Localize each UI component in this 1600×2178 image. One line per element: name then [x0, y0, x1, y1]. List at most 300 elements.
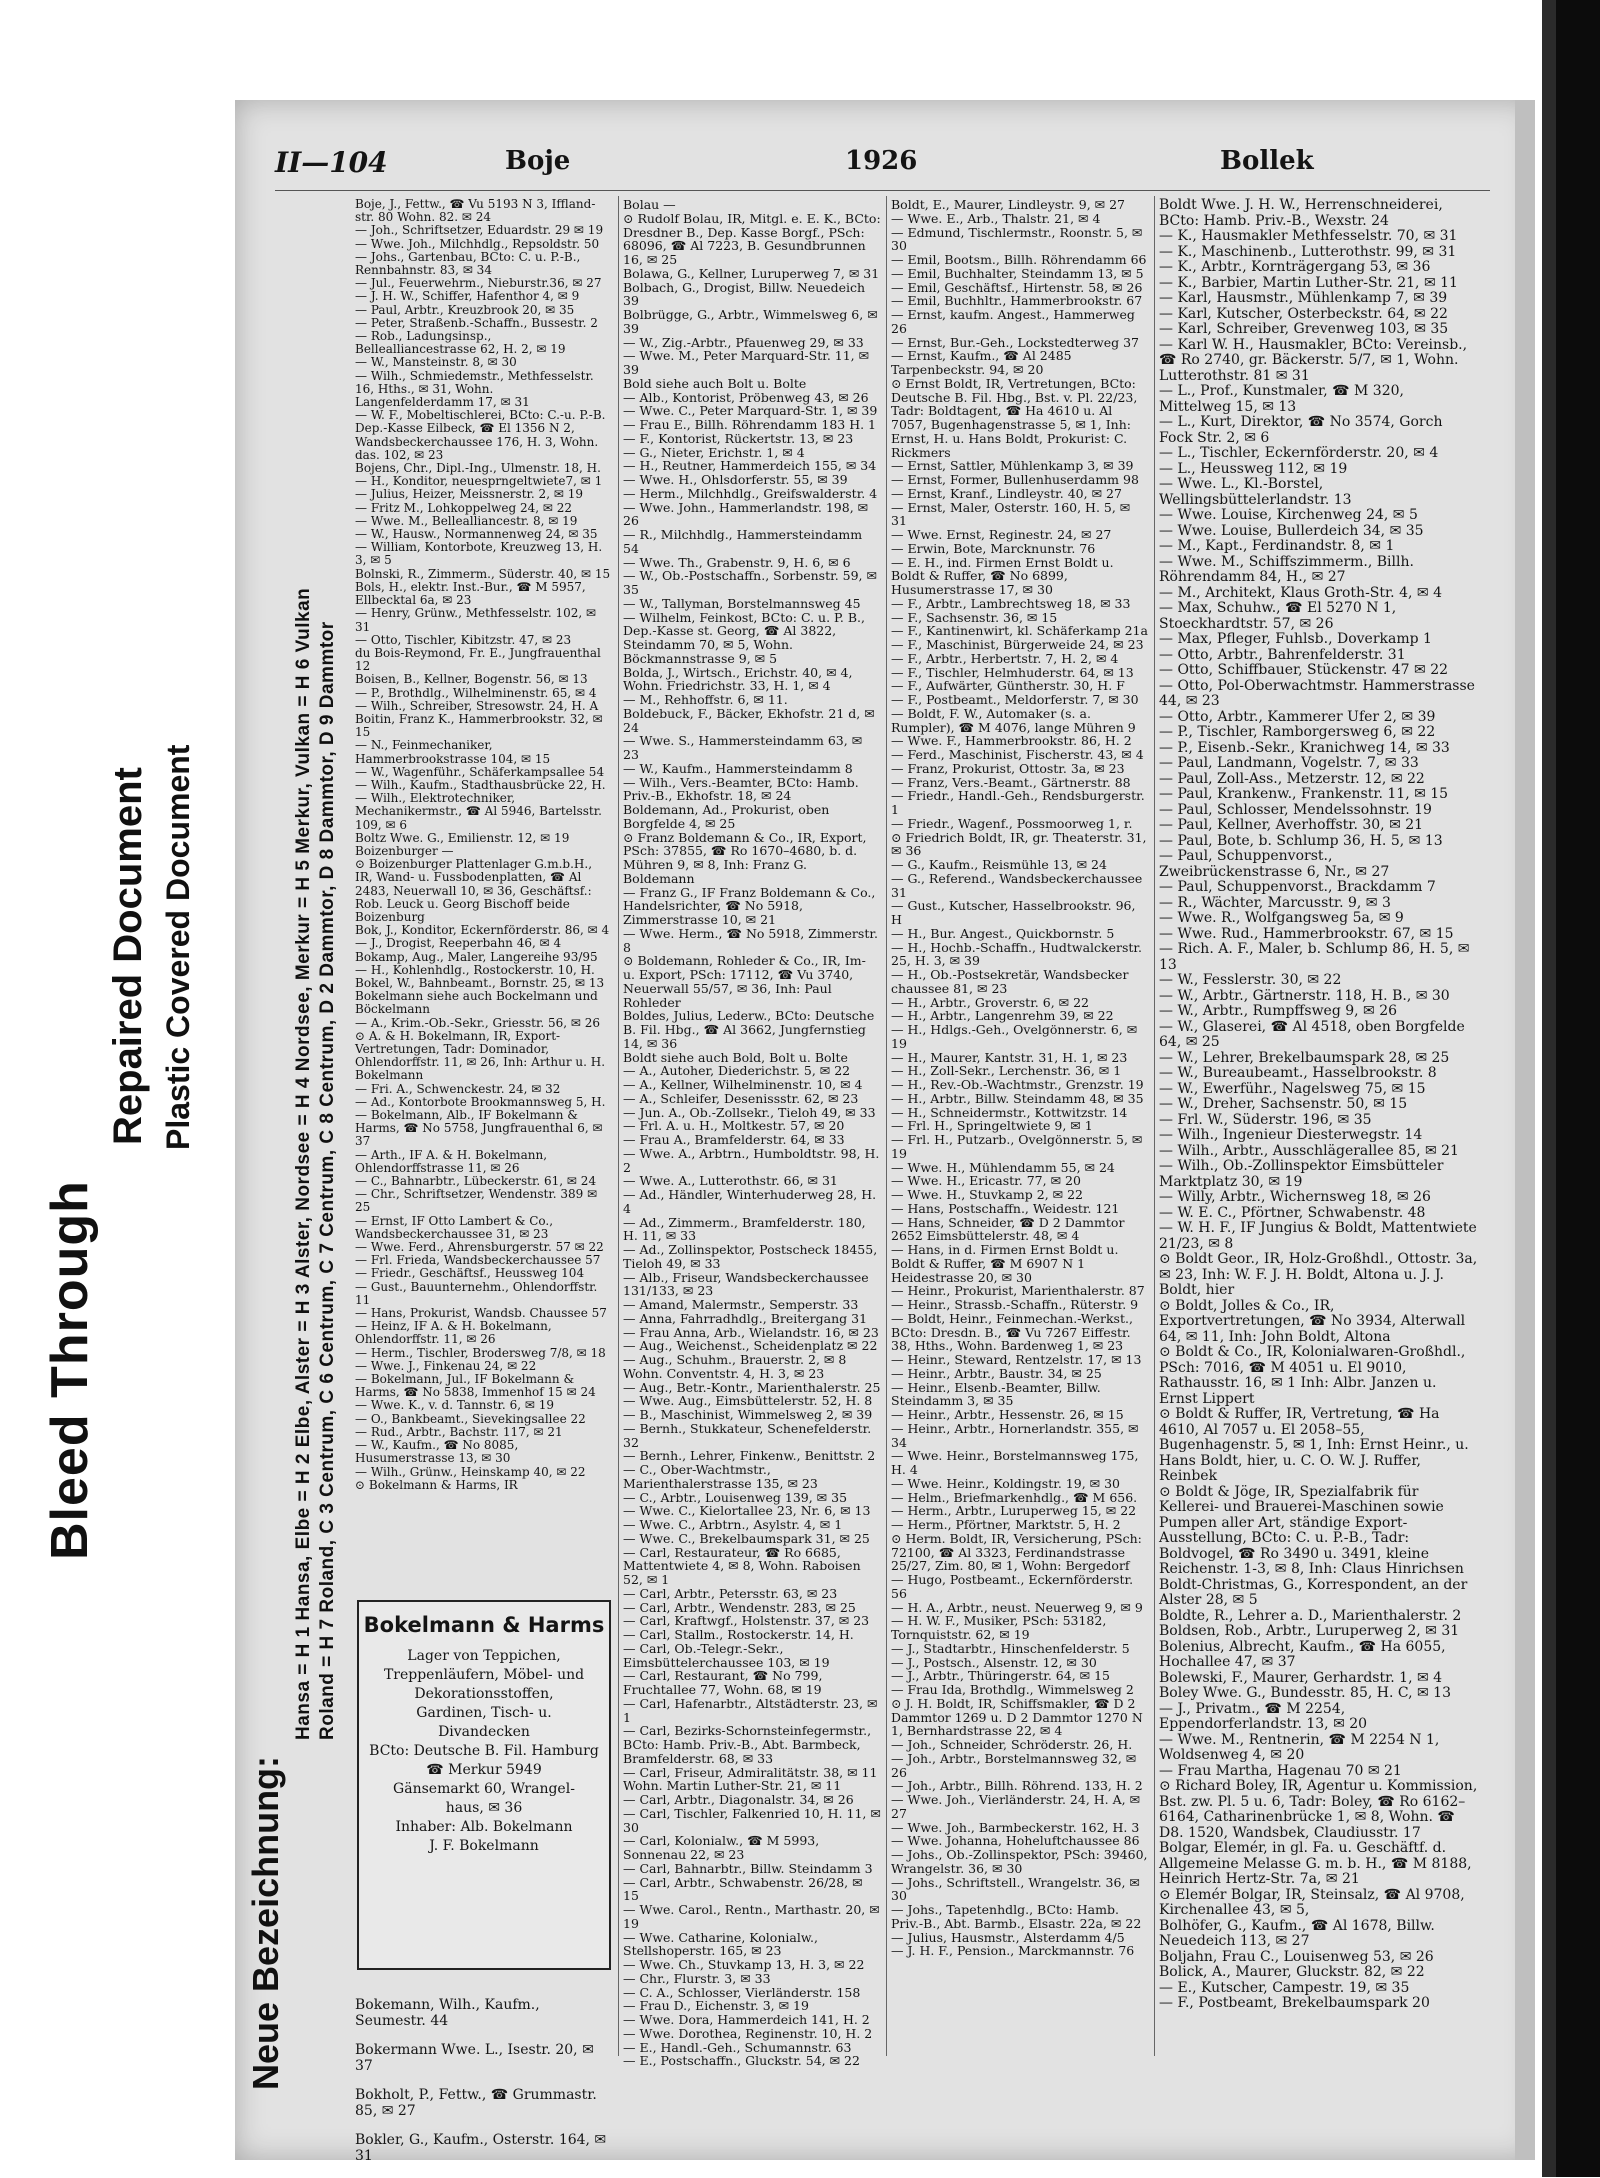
directory-entry: — Boldt, Heinr., Feinmechan.-Werkst., BCto: Dresdn. B., ☎ Vu 7267 Eiffestr. 38, Hths., Wohn. Bardenweg 1, ✉ 23 — [891, 1310, 1133, 1354]
directory-entry: — K., Arbtr., Kornträgergang 53, ✉ 36 — [1159, 259, 1431, 275]
directory-entry: Bokamp, Aug., Maler, Langereihe 93/95 — [355, 949, 598, 964]
directory-entry: — Ernst, Former, Bullenhuserdamm 98 — [891, 472, 1139, 487]
ad-line: J. F. Bokelmann — [429, 1838, 539, 1854]
directory-entry: — Bernh., Lehrer, Finkenw., Benittstr. 2 — [623, 1448, 876, 1464]
column-3 — [891, 198, 1149, 1958]
directory-entry: — Boldt, F. W., Automaker (s. a. Rumpler), ☎ M 4076, lange Mühren 9 — [891, 705, 1136, 735]
directory-entry: — W., Dreher, Sachsenstr. 50, ✉ 15 — [1159, 1096, 1408, 1112]
directory-entry: — Wilh., Schmiedemstr., Methfesselstr. 16, Hths., ✉ 31, Wohn. Langenfelderdamm 17, ✉ 31 — [355, 368, 594, 410]
directory-entry: — Peter, Straßenb.-Schaffn., Bussestr. 2 — [355, 315, 598, 330]
directory-entry: — Bokelmann, Alb., IF Bokelmann & Harms, ☎ No 5758, Jungfrauenthal 6, ✉ 37 — [355, 1108, 603, 1149]
directory-entry: — Frl. Frieda, Wandsbeckerchaussee 57 — [355, 1253, 601, 1268]
directory-entry: — W., Mansteinstr. 8, ✉ 30 — [355, 355, 517, 370]
directory-entry: — C., Ober-Wachtmstr., Marienthalerstrasse 135, ✉ 23 — [623, 1462, 818, 1491]
directory-entry: — L., Heussweg 112, ✉ 19 — [1159, 460, 1348, 477]
directory-entry: — Wilh., Arbtr., Ausschlägerallee 85, ✉ 21 — [1159, 1142, 1459, 1159]
header-last-word: Bollek — [1220, 146, 1314, 176]
directory-entry: — Wilh., Kaufm., Stadthausbrücke 22, H. — [355, 777, 606, 792]
directory-entry: — Ernst, kaufm. Angest., Hammerweg 26 — [891, 307, 1135, 336]
directory-entry: — Emil, Buchhltr., Hammerbrookstr. 67 — [891, 293, 1143, 309]
directory-entry: Boldt siehe auch Bold, Bolt u. Bolte — [623, 1049, 848, 1065]
directory-entry: — F., Kontorist, Rückertstr. 13, ✉ 23 — [623, 430, 854, 446]
directory-entry: — Aug., Weichenst., Scheidenplatz ✉ 22 — [623, 1338, 878, 1354]
directory-entry: — Wwe. Heinr., Koldingstr. 19, ✉ 30 — [891, 1475, 1121, 1491]
directory-entry: — Fri. A., Schwenckestr. 24, ✉ 32 — [355, 1081, 561, 1096]
directory-entry: Bolgar, Elemér, in gl. Fa. u. Geschäftf. d. Allgemeine Melasse G. m. b. H., ☎ M 8188, Heinrich Hertz-Str. 7a, ✉ 21 — [1159, 1840, 1472, 1887]
directory-entry: — Hans, Postschaffn., Weidestr. 121 — [891, 1200, 1120, 1216]
directory-entry: — Wwe. E., Arb., Thalstr. 21, ✉ 4 — [891, 210, 1101, 226]
directory-entry: — H. A., Arbtr., neust. Neuerweg 9, ✉ 9 — [891, 1599, 1143, 1615]
directory-entry: ⊙ Boldemann, Rohleder & Co., IR, Im- u. Export, PSch: 17112, ☎ Vu 3740, Neuerwall 55/57, ✉ 36, Inh: Paul Rohleder — [623, 953, 866, 1010]
page-edge — [1515, 100, 1535, 2160]
directory-entry: — J., Drogist, Reeperbahn 46, ✉ 4 — [355, 936, 562, 951]
scan-right-border — [1556, 0, 1600, 2177]
directory-entry: — J., Postsch., Alsenstr. 12, ✉ 30 — [891, 1654, 1097, 1670]
directory-entry: Bolbrügge, G., Arbtr., Wimmelsweg 6, ✉ 39 — [623, 307, 878, 336]
directory-entry: — H., Arbtr., Langenrehm 39, ✉ 22 — [891, 1008, 1114, 1024]
directory-entry: — Paul, Schuppenvorst., Brackdamm 7 — [1159, 879, 1436, 895]
directory-entry: — W., Bureaubeamt., Hasselbrookstr. 8 — [1159, 1065, 1437, 1081]
directory-entry: — H., Zoll-Sekr., Lerchenstr. 36, ✉ 1 — [891, 1063, 1122, 1079]
directory-entry: — Ernst, Sattler, Mühlenkamp 3, ✉ 39 — [891, 458, 1134, 474]
directory-entry: — Edmund, Tischlermstr., Roonstr. 5, ✉ 30 — [891, 224, 1143, 254]
directory-entry: ⊙ Boldt & Ruffer, IR, Vertretung, ☎ Ha 4610, Al 7057 u. El 2058–55, Bugenhagenstr. 5, ✉ 1, Inh: Ernst Heinr., u. Hans Boldt, hier, u. C. O. W. J. Ruffer, Reinbek — [1159, 1406, 1469, 1484]
directory-entry: — Carl, Hafenarbtr., Altstädterstr. 23, ✉ 1 — [623, 1695, 878, 1725]
directory-entry: — M., Architekt, Klaus Groth-Str. 4, ✉ 4 — [1159, 584, 1442, 601]
directory-entry: — Alb., Kontorist, Pröbenweg 43, ✉ 26 — [623, 389, 869, 405]
directory-entry: — W. E. C., Pförtner, Schwabenstr. 48 — [1159, 1204, 1426, 1221]
ad-line: Lager von Teppichen, — [407, 1648, 561, 1664]
directory-entry: — W., Arbtr., Rumpffsweg 9, ✉ 26 — [1159, 1003, 1398, 1019]
directory-entry: — Wilh., Vers.-Beamter, BCto: Hamb. Priv.-B., Ekhofstr. 18, ✉ 24 — [623, 774, 859, 804]
legend-line-2: Roland = H 7 Roland, C 3 Centrum, C 6 Centrum, C 7 Centrum, C 8 Centrum, D 2 Dammtor, D 8 Dammtor, D 9 Dammtor — [317, 621, 338, 1740]
directory-entry: — Rob., Ladungsinsp., Bellealliancestrasse 62, H. 2, ✉ 19 — [355, 329, 566, 357]
directory-entry: ⊙ J. H. Boldt, IR, Schiffsmakler, ☎ D 2 Dammtor 1269 u. D 2 Dammtor 1270 N 1, Bernhardstrasse 22, ✉ 4 — [891, 1695, 1143, 1739]
directory-entry: — Wwe. H., Ericastr. 77, ✉ 20 — [891, 1173, 1081, 1189]
directory-entry: — Frl. H., Putzarb., Ovelgönnerstr. 5, ✉ 19 — [891, 1132, 1143, 1161]
directory-entry: — Paul, Kellner, Averhoffstr. 30, ✉ 21 — [1159, 817, 1424, 833]
directory-entry: — H., Rev.-Ob.-Wachtmstr., Grenzstr. 19 — [891, 1077, 1144, 1092]
directory-entry: Boldt-Christmas, G., Korrespondent, an der Alster 28, ✉ 5 — [1159, 1576, 1468, 1608]
directory-entry: — Wwe. C., Brekelbaumspark 31, ✉ 25 — [623, 1530, 870, 1546]
directory-entry: — Wwe. Joh., Barmbeckerstr. 162, H. 3 — [891, 1819, 1140, 1835]
directory-entry: — Wwe. Catharine, Kolonialw., Stellshoperstr. 165, ✉ 23 — [623, 1929, 818, 1959]
directory-entry: Boitin, Franz K., Hammerbrookstr. 32, ✉ 15 — [355, 711, 603, 740]
directory-entry: — Karl, Schreiber, Grevenweg 103, ✉ 35 — [1159, 321, 1449, 337]
directory-entry: — J. H. W., Schiffer, Hafenthor 4, ✉ 9 — [355, 289, 580, 304]
directory-entry: — Wwe. S., Hammersteindamm 63, ✉ 23 — [623, 733, 863, 762]
directory-entry: — Jun. A., Ob.-Zollsekr., Tieloh 49, ✉ 33 — [623, 1104, 876, 1120]
directory-entry: — Ad., Zollinspektor, Postscheck 18455, Tieloh 49, ✉ 33 — [623, 1242, 878, 1271]
directory-entry: — P., Brothdlg., Wilhelminenstr. 65, ✉ 4 — [355, 685, 597, 700]
directory-entry: Boltz Wwe. G., Emilienstr. 12, ✉ 19 — [355, 830, 570, 845]
directory-entry: — Wwe. C., Arbtrn., Asylstr. 4, ✉ 1 — [623, 1517, 843, 1532]
directory-entry: — Otto, Pol-Oberwachtmstr. Hammerstrasse 44, ✉ 23 — [1159, 677, 1475, 709]
legend-title: Neue Bezeichnung: — [245, 1755, 286, 2090]
directory-entry: — J., Arbtr., Thüringerstr. 64, ✉ 15 — [891, 1668, 1111, 1684]
directory-entry: — Wilhelm, Feinkost, BCto: C. u. P. B., Dep.-Kasse st. Georg, ☎ Al 3822, Steindamm 70, ✉ 5, Wohn. Böckmannstrasse 9, ✉ 5 — [623, 609, 865, 666]
directory-entry: Bolhöfer, G., Kaufm., ☎ Al 1678, Billw. Neuedeich 113, ✉ 27 — [1159, 1917, 1435, 1949]
directory-entry: — Wilh., Ob.-Zollinspektor Eimsbütteler Marktplatz 30, ✉ 19 — [1159, 1158, 1444, 1190]
directory-entry: — Max, Schuhw., ☎ El 5270 N 1, Stoeckhardtstr. 57, ✉ 26 — [1159, 600, 1397, 632]
directory-entry: — W., Ewerführ., Nagelsweg 75, ✉ 15 — [1159, 1080, 1426, 1097]
directory-entry: — Otto, Tischler, Kibitzstr. 47, ✉ 23 — [355, 632, 572, 647]
directory-entry: — G., Nieter, Erichstr. 1, ✉ 4 — [623, 444, 805, 460]
directory-entry: — Wwe. K., v. d. Tannstr. 6, ✉ 19 — [355, 1398, 554, 1413]
directory-entry: — W., Kaufm., ☎ No 8085, Husumerstrasse 13, ✉ 30 — [355, 1438, 519, 1466]
directory-entry: — Paul, Bote, b. Schlump 36, H. 5, ✉ 13 — [1159, 832, 1443, 849]
directory-entry: — Wwe. Ernst, Reginestr. 24, ✉ 27 — [891, 527, 1112, 542]
directory-entry: — Wwe. H., Stuvkamp 2, ✉ 22 — [891, 1187, 1083, 1202]
directory-entry: — Ad., Händler, Winterhuderweg 28, H. 4 — [623, 1187, 877, 1216]
directory-entry: — Wwe. H., Ohlsdorferstr. 55, ✉ 39 — [623, 472, 848, 487]
directory-entry: — Wwe. Louise, Kirchenweg 24, ✉ 5 — [1159, 507, 1418, 523]
directory-entry: — A., Kellner, Wilhelminenstr. 10, ✉ 4 — [623, 1077, 863, 1092]
directory-entry: ⊙ Herm. Boldt, IR, Versicherung, PSch: 72100, ☎ Al 3323, Ferdinandstrasse 25/27, Zim. 80, ✉ 1, Wohn: Bergedorf — [891, 1530, 1142, 1574]
directory-entry: — W., Tallyman, Borstelmannsweg 45 — [623, 595, 861, 611]
directory-entry: — Erwin, Bote, Marcknunstr. 76 — [891, 540, 1096, 556]
directory-entry: — Paul, Schlosser, Mendelssohnstr. 19 — [1159, 801, 1432, 818]
directory-entry: — Rich. A. F., Maler, b. Schlump 86, H. 5, ✉ 13 — [1159, 941, 1470, 973]
directory-entry: — Wwe. C., Peter Marquard-Str. 1, ✉ 39 — [623, 403, 878, 419]
directory-entry: — Heinr., Prokurist, Marienthalerstr. 87 — [891, 1283, 1145, 1299]
directory-entry: — Hans, in d. Firmen Ernst Boldt u. Boldt & Ruffer, ☎ M 6907 N 1 Heidestrasse 20, ✉ 30 — [891, 1242, 1119, 1285]
directory-entry: — K., Barbier, Martin Luther-Str. 21, ✉ 11 — [1159, 274, 1458, 291]
directory-entry: — Alb., Friseur, Wandsbeckerchaussee 131/133, ✉ 23 — [623, 1269, 869, 1299]
directory-entry: — Herm., Pförtner, Marktstr. 5, H. 2 — [891, 1517, 1121, 1532]
directory-entry: — Amand, Malermstr., Semperstr. 33 — [623, 1297, 859, 1312]
directory-entry: — E., Kutscher, Campestr. 19, ✉ 35 — [1159, 1979, 1410, 1996]
directory-entry: — H., Maurer, Kantstr. 31, H. 1, ✉ 23 — [891, 1049, 1128, 1065]
header-year: 1926 — [845, 146, 918, 176]
ad-line: Dekorationsstoffen, — [414, 1686, 554, 1702]
directory-entry: — L., Kurt, Direktor, ☎ No 3574, Gorch Fock Str. 2, ✉ 6 — [1159, 414, 1443, 446]
directory-entry: — Johs., Gartenbau, BCto: C. u. P.-B., Rennbahnstr. 83, ✉ 34 — [355, 249, 581, 278]
directory-entry: Bolnski, R., Zimmerm., Süderstr. 40, ✉ 15 — [355, 566, 611, 581]
directory-entry: — Gust., Kutscher, Hasselbrookstr. 96, H — [891, 898, 1136, 927]
directory-entry: — W., Arbtr., Gärtnerstr. 118, H. B., ✉ 30 — [1159, 987, 1450, 1004]
scan-right-edge — [1542, 0, 1556, 2177]
directory-entry: — Heinr., Elsenb.-Beamter, Billw. Steindamm 3, ✉ 35 — [891, 1379, 1101, 1409]
directory-entry: — Carl, Restaurateur, ☎ Ro 6685, Mattentwiete 4, ✉ 8, Wohn. Raboisen 52, ✉ 1 — [623, 1544, 861, 1587]
directory-entry: — Wwe. Louise, Bullerdeich 34, ✉ 35 — [1159, 522, 1424, 539]
directory-entry: — Ferd., Maschinist, Fischerstr. 43, ✉ 4 — [891, 747, 1144, 762]
directory-entry: — Heinr., Arbtr., Hornerlandstr. 355, ✉ 34 — [891, 1420, 1139, 1450]
directory-entry: — K., Maschinenb., Lutterothstr. 99, ✉ 31 — [1159, 243, 1457, 260]
directory-entry: — Heinr., Steward, Rentzelstr. 17, ✉ 13 — [891, 1352, 1142, 1367]
directory-entry: — Ad., Kontorbote Brookmannsweg 5, H. — [355, 1094, 606, 1109]
directory-entry: — Wwe. A., Arbtrn., Humboldtstr. 98, H. 2 — [623, 1145, 880, 1175]
directory-entry: — J., Stadtarbtr., Hinschenfelderstr. 5 — [891, 1640, 1130, 1656]
directory-entry: — Ernst, Kranf., Lindleystr. 40, ✉ 27 — [891, 485, 1122, 501]
directory-entry: — Frau E., Billh. Röhrendamm 183 H. 1 — [623, 417, 876, 432]
directory-entry: — G., Kaufm., Reismühle 13, ✉ 24 — [891, 857, 1107, 872]
directory-entry: — H. W. F., Musiker, PSch: 53182, Tornquiststr. 62, ✉ 19 — [891, 1613, 1107, 1642]
directory-entry: — Frl. A. u. H., Moltkestr. 57, ✉ 20 — [623, 1118, 845, 1134]
directory-entry: — P., Eisenb.-Sekr., Kranichweg 14, ✉ 33 — [1159, 739, 1450, 756]
directory-entry: — J. H. F., Pension., Marckmannstr. 76 — [891, 1943, 1135, 1959]
directory-entry: — H., Arbtr., Groverstr. 6, ✉ 22 — [891, 994, 1090, 1010]
directory-entry: Bok, J., Konditor, Eckernförderstr. 86, ✉ 4 — [355, 923, 610, 938]
column-1 — [355, 198, 613, 1492]
directory-entry: — H., Konditor, neuesprngeltwiete7, ✉ 1 — [355, 474, 603, 489]
directory-entry: Bolda, J., Wirtsch., Erichstr. 40, ✉ 4, Wohn. Friedrichstr. 33, H. 1, ✉ 4 — [623, 664, 853, 694]
directory-entry: Bokermann Wwe. L., Isestr. 20, ✉ 37 — [355, 2042, 594, 2074]
directory-entry: — Wilh., Schreiber, Stresowstr. 24, H. A — [355, 698, 599, 713]
note-plastic-covered: Plastic Covered Document — [160, 744, 196, 1150]
directory-entry: — Jul., Feuerwehrm., Nieburstr.36, ✉ 27 — [355, 276, 602, 291]
directory-entry: ⊙ Boldt, Jolles & Co., IR, Exportvertretungen, ☎ No 3934, Alterwall 64, ✉ 11, Inh: John Boldt, Altona — [1159, 1297, 1466, 1345]
directory-page — [235, 100, 1535, 2164]
directory-entry: — Carl, Ob.-Telegr.-Sekr., Eimsbüttelerchaussee 103, ✉ 19 — [623, 1640, 830, 1670]
column-1-after-ad — [355, 1984, 613, 2178]
directory-entry: — Wilh., Elektrotechniker, Mechanikermstr., ☎ Al 5946, Bartelsstr. 109, ✉ 6 — [355, 791, 602, 832]
directory-entry: Boldemann, Ad., Prokurist, oben Borgfelde 4, ✉ 25 — [623, 802, 830, 831]
directory-entry: — Frau Anna, Arb., Wielandstr. 16, ✉ 23 — [623, 1324, 879, 1340]
directory-entry: — Aug., Betr.-Kontr., Marienthalerstr. 25 — [623, 1379, 881, 1395]
directory-entry: — Otto, Arbtr., Bahrenfelderstr. 31 — [1159, 646, 1406, 663]
directory-entry: — Franz G., IF Franz Boldemann & Co., Handelsrichter, ☎ No 5918, Zimmerstrasse 10, ✉ 21 — [623, 884, 876, 927]
directory-entry: — M., Kapt., Ferdinandstr. 8, ✉ 1 — [1159, 538, 1395, 554]
directory-entry: — Bokelmann, Jul., IF Bokelmann & Harms, ☎ No 5838, Immenhof 15 ✉ 24 — [355, 1372, 596, 1400]
directory-entry: — J., Privatm., ☎ M 2254, Eppendorferlandstr. 13, ✉ 20 — [1159, 1700, 1368, 1732]
directory-entry: — O., Bankbeamt., Sievekingsallee 22 — [355, 1411, 586, 1426]
directory-entry: Bokemann, Wilh., Kaufm., Seumestr. 44 — [355, 1997, 540, 2029]
page-number: II—104 — [275, 146, 388, 179]
directory-entry: — W. H. F., IF Jungius & Boldt, Mattentwiete 21/23, ✉ 8 — [1159, 1220, 1477, 1252]
directory-entry: — Wwe. L., Kl.-Borstel, Wellingsbüttelerlandstr. 13 — [1159, 476, 1352, 508]
directory-entry: — Wwe. Carol., Rentn., Marthastr. 20, ✉ 19 — [623, 1902, 880, 1931]
ad-line: Divandecken — [438, 1724, 530, 1740]
directory-entry: — Wwe. M., Schiffszimmerm., Billh. Röhrendamm 84, H., ✉ 27 — [1159, 553, 1414, 585]
directory-entry: — Carl, Bezirks-Schornsteinfegermstr., BCto: Hamb. Priv.-B., Abt. Barmbeck, Bramfelderstr. 68, ✉ 33 — [623, 1723, 872, 1766]
directory-entry: — C., Bahnarbtr., Lübeckerstr. 61, ✉ 24 — [355, 1174, 597, 1189]
directory-entry: — Johs., Ob.-Zollinspektor, PSch: 39460, Wrangelstr. 36, ✉ 30 — [891, 1847, 1148, 1876]
directory-entry: — Willy, Arbtr., Wichernsweg 18, ✉ 26 — [1159, 1189, 1431, 1205]
directory-entry: — Carl, Tischler, Falkenried 10, H. 11, ✉ 30 — [623, 1805, 881, 1835]
directory-entry: — Chr., Flurstr. 3, ✉ 33 — [623, 1970, 771, 1986]
ad-title: Bokelmann & Harms — [363, 1613, 605, 1637]
directory-entry: du Bois-Reymond, Fr. E., Jungfrauenthal 12 — [355, 645, 601, 674]
directory-entry: — Rud., Arbtr., Bachstr. 117, ✉ 21 — [355, 1424, 563, 1439]
directory-entry: — Wwe. Johanna, Hoheluftchaussee 86 — [891, 1833, 1140, 1849]
directory-entry: — W., Wagenführ., Schäferkampsallee 54 — [355, 764, 605, 779]
directory-entry: — Carl, Friseur, Admiralitätstr. 38, ✉ 11 Wohn. Martin Luther-Str. 21, ✉ 11 — [623, 1764, 878, 1794]
directory-entry: — Carl, Arbtr., Diagonalstr. 34, ✉ 26 — [623, 1792, 854, 1807]
directory-entry: — Ad., Zimmerm., Bramfelderstr. 180, H. 11, ✉ 33 — [623, 1214, 866, 1244]
directory-entry: ⊙ Elemér Bolgar, IR, Steinsalz, ☎ Al 9708, Kirchenallee 43, ✉ 5, — [1159, 1886, 1465, 1918]
directory-entry: Bold siehe auch Bolt u. Bolte — [623, 375, 807, 391]
directory-entry: — Herm., Tischler, Brodersweg 7/8, ✉ 18 — [355, 1345, 606, 1360]
directory-entry: — W., Ob.-Postschaffn., Sorbenstr. 59, ✉ 35 — [623, 568, 877, 597]
directory-entry: — Karl W. H., Hausmakler, BCto: Vereinsb., ☎ Ro 2740, gr. Bäckerstr. 5/7, ✉ 1, Wohn. Lutterothstr. 81 ✉ 31 — [1159, 336, 1468, 384]
note-repaired-document: Repaired Document — [106, 767, 150, 1145]
directory-entry: — Heinr., Arbtr., Baustr. 34, ✉ 25 — [891, 1365, 1102, 1381]
directory-entry: — Paul, Arbtr., Kreuzbrook 20, ✉ 35 — [355, 302, 575, 317]
directory-entry: — F., Kantinenwirt, kl. Schäferkamp 21a — [891, 623, 1148, 639]
ad-line: haus, ✉ 36 — [445, 1800, 523, 1816]
directory-entry: — F., Postbeamt., Meldorferstr. 7, ✉ 30 — [891, 692, 1139, 707]
directory-entry: — Ernst, Bur.-Geh., Lockstedterweg 37 — [891, 334, 1140, 350]
directory-entry: — H., Schneidermstr., Kottwitzstr. 14 — [891, 1104, 1128, 1120]
directory-entry: Bolewski, F., Maurer, Gerhardstr. 1, ✉ 4 — [1159, 1669, 1443, 1686]
directory-entry: — Herm., Arbtr., Luruperweg 15, ✉ 22 — [891, 1503, 1137, 1519]
directory-entry: — H., Arbtr., Billw. Steindamm 48, ✉ 35 — [891, 1090, 1144, 1106]
directory-entry: Bojens, Chr., Dipl.-Ing., Ulmenstr. 18, H. — [355, 461, 601, 476]
directory-entry: — Julius, Hausmstr., Alsterdamm 4/5 — [891, 1929, 1125, 1945]
directory-entry: — Joh., Schneider, Schröderstr. 26, H. — [891, 1737, 1133, 1752]
directory-entry: ⊙ Friedrich Boldt, IR, gr. Theaterstr. 31, ✉ 36 — [891, 829, 1147, 859]
running-header — [275, 146, 1485, 186]
directory-entry: — Max, Pfleger, Fuhlsb., Doverkamp 1 — [1159, 631, 1432, 647]
directory-entry: — Karl, Hausmstr., Mühlenkamp 7, ✉ 39 — [1159, 290, 1448, 306]
directory-entry: — Frau D., Eichenstr. 3, ✉ 19 — [623, 1998, 809, 2014]
directory-entry: — W. F., Mobeltischlerei, BCto: C.-u. P.-B. Dep.-Kasse Eilbeck, ☎ El 1356 N 2, Wandsbeckerchaussee 176, H. 3, Wohn. das. 102, ✉ 23 — [355, 408, 606, 462]
directory-entry: — Wwe. R., Wolfgangsweg 5a, ✉ 9 — [1159, 910, 1404, 926]
directory-entry: — Wwe. Heinr., Borstelmannsweg 175, H. 4 — [891, 1448, 1139, 1477]
directory-entry: — Gust., Bauunternehm., Ohlendorffstr. 11 — [355, 1279, 598, 1307]
directory-entry: — Friedr., Geschäftsf., Heussweg 104 — [355, 1266, 585, 1281]
directory-entry: — L., Tischler, Eckernförderstr. 20, ✉ 4 — [1159, 445, 1439, 461]
header-rule — [275, 190, 1490, 191]
directory-entry: — Hans, Prokurist, Wandsb. Chaussee 57 — [355, 1306, 607, 1321]
header-first-word: Boje — [505, 146, 571, 176]
directory-entry: ⊙ Franz Boldemann & Co., IR, Export, PSch: 37855, ☎ Ro 1670–4680, b. d. Mühren 9, ✉ 8, Inh: Franz G. Boldemann — [623, 829, 867, 886]
directory-entry: — Wwe. F., Hammerbrookstr. 86, H. 2 — [891, 733, 1132, 749]
directory-entry: — Wilh., Ingenieur Diesterwegstr. 14 — [1159, 1127, 1423, 1143]
directory-entry: — Frl. H., Springeltwiete 9, ✉ 1 — [891, 1118, 1093, 1134]
directory-entry: — Wwe. Rud., Hammerbrookstr. 67, ✉ 15 — [1159, 925, 1454, 942]
column-divider — [1154, 196, 1155, 2056]
directory-entry: — K., Hausmakler Methfesselstr. 70, ✉ 31 — [1159, 228, 1458, 244]
directory-entry: — H., Reutner, Hammerdeich 155, ✉ 34 — [623, 458, 877, 474]
directory-entry: ⊙ Boldt & Jöge, IR, Spezialfabrik für Kellerei- und Brauerei-Maschinen sowie Pumpen aller Art, ständige Export-Ausstellung, BCto: C. u. P.-B., Tadr: Boldvogel, ☎ Ro 3490 u. 3491, kleine Reichenstr. 1-3, ✉ 8, Inh: Claus Hinrichsen — [1159, 1483, 1464, 1577]
directory-entry: ⊙ Rudolf Bolau, IR, Mitgl. e. E. K., BCto: Dresdner B., Dep. Kasse Borgf., PSch: 68096, ☎ Al 7223, B. Gesundbrunnen 16, ✉ 25 — [623, 210, 881, 267]
directory-entry: — Emil, Buchhalter, Steindamm 13, ✉ 5 — [891, 265, 1144, 281]
directory-entry: — Carl, Stallm., Rostockerstr. 14, H. — [623, 1627, 854, 1642]
directory-entry: — Carl, Arbtr., Schwabenstr. 26/28, ✉ 15 — [623, 1874, 863, 1904]
directory-entry: — F., Maschinist, Bürgerweide 24, ✉ 23 — [891, 637, 1144, 652]
directory-entry: — Wwe. H., Mühlendamm 55, ✉ 24 — [891, 1159, 1115, 1175]
directory-entry: — Wwe. M., Rentnerin, ☎ M 2254 N 1, Woldsenweg 4, ✉ 20 — [1159, 1731, 1440, 1763]
directory-entry: — F., Aufwärter, Güntherstr. 30, H. F — [891, 678, 1125, 694]
directory-entry: — Ernst, Maler, Osterstr. 160, H. 5, ✉ 31 — [891, 499, 1131, 529]
ad-line: Inhaber: Alb. Bokelmann — [395, 1819, 573, 1835]
directory-entry: — William, Kontorbote, Kreuzweg 13, H. 3, ✉ 5 — [355, 540, 603, 568]
directory-entry: Bolenius, Albrecht, Kaufm., ☎ Ha 6055, Hochallee 47, ✉ 37 — [1159, 1638, 1446, 1670]
directory-entry: — Wwe. Dorothea, Reginenstr. 10, H. 2 — [623, 2025, 873, 2041]
directory-entry: — Paul, Landmann, Vogelstr. 7, ✉ 33 — [1159, 755, 1419, 771]
directory-entry: — Wwe. Ferd., Ahrensburgerstr. 57 ✉ 22 — [355, 1240, 604, 1255]
directory-entry: — Heinz, IF A. & H. Bokelmann, Ohlendorffstr. 11, ✉ 26 — [355, 1319, 552, 1347]
directory-entry: — Wwe. Ch., Stuvkamp 13, H. 3, ✉ 22 — [623, 1957, 865, 1972]
ad-line: ☎ Merkur 5949 — [426, 1762, 542, 1778]
directory-entry: Boje, J., Fettw., ☎ Vu 5193 N 3, Iffland-str. 80 Wohn. 82. ✉ 24 — [355, 197, 596, 225]
directory-entry: — A., Schleifer, Desenissstr. 62, ✉ 23 — [623, 1090, 859, 1106]
directory-entry: ⊙ A. & H. Bokelmann, IR, Export-Vertretungen, Tadr: Dominador, Ohlendorffstr. 11, ✉ 26, Inh: Arthur u. H. Bokelmann — [355, 1028, 606, 1083]
directory-entry: Bokholt, P., Fettw., ☎ Grummastr. 85, ✉ 27 — [355, 2087, 597, 2119]
directory-entry: — F., Tischler, Helmhuderstr. 64, ✉ 13 — [891, 664, 1134, 680]
directory-entry: — Carl, Arbtr., Petersstr. 63, ✉ 23 — [623, 1585, 838, 1601]
directory-entry: — Bernh., Stukkateur, Schenefelderstr. 32 — [623, 1420, 872, 1450]
ad-line: BCto: Deutsche B. Fil. Hamburg — [369, 1743, 599, 1759]
directory-entry: — Carl, Kraftwgf., Holstenstr. 37, ✉ 23 — [623, 1613, 870, 1629]
directory-entry: — Paul, Schuppenvorst., Zweibrückenstrasse 6, Nr., ✉ 27 — [1159, 848, 1390, 880]
directory-entry: Boldt Wwe. J. H. W., Herrenschneiderei, BCto: Hamb. Priv.-B., Wexstr. 24 — [1159, 197, 1443, 229]
directory-entry: ⊙ Bokelmann & Harms, IR — [355, 1477, 518, 1492]
directory-entry: ⊙ Richard Boley, IR, Agentur u. Kommission, Bst. zw. Pl. 5 u. 6, Tadr: Boley, ☎ Ro 6162–6164, Catharinenbrücke 1, ✉ 8, Wohn. ☎ D8. 1520, Wandsbek, Claudiusstr. 17 — [1159, 1778, 1478, 1841]
directory-entry: — W., Kaufm., Hammersteindamm 8 — [623, 760, 853, 776]
directory-entry: — Johs., Tapetenhdlg., BCto: Hamb. Priv.-B., Abt. Barmb., Elsastr. 22a, ✉ 22 — [891, 1902, 1142, 1931]
ad-body — [359, 1647, 609, 1856]
directory-entry: Boldt, E., Maurer, Lindleystr. 9, ✉ 27 — [891, 197, 1125, 212]
directory-entry: — Ernst, IF Otto Lambert & Co., Wandsbeckerchaussee 31, ✉ 23 — [355, 1213, 554, 1241]
directory-entry: — H., Ob.-Postsekretär, Wandsbecker chaussee 81, ✉ 23 — [891, 967, 1129, 996]
directory-entry: — A., Autoher, Diederichstr. 5, ✉ 22 — [623, 1063, 851, 1079]
directory-entry: Bokel, W., Bahnbeamt., Bornstr. 25, ✉ 13 — [355, 975, 605, 990]
directory-entry: Bokler, G., Kaufm., Osterstr. 164, ✉ 31 — [355, 2132, 607, 2164]
directory-entry: Bolau — — [623, 197, 676, 212]
directory-entry: — W., Zig.-Arbtr., Pfauenweg 29, ✉ 33 — [623, 334, 864, 350]
directory-entry: — R., Milchhdlg., Hammersteindamm 54 — [623, 527, 863, 556]
directory-entry: — L., Prof., Kunstmaler, ☎ M 320, Mittelweg 15, ✉ 13 — [1159, 383, 1404, 415]
directory-entry: — R., Wächter, Marcusstr. 9, ✉ 3 — [1159, 894, 1391, 911]
directory-entry: — W., Lehrer, Brekelbaumspark 28, ✉ 25 — [1159, 1049, 1450, 1066]
directory-entry: — Arth., IF A. & H. Bokelmann, Ohlendorffstrasse 11, ✉ 26 — [355, 1147, 548, 1175]
directory-entry: — Joh., Arbtr., Billh. Röhrend. 133, H. 2 — [891, 1778, 1143, 1794]
directory-entry: — C., Arbtr., Louisenweg 139, ✉ 35 — [623, 1489, 848, 1505]
directory-entry: Boldebuck, F., Bäcker, Ekhofstr. 21 d, ✉ 24 — [623, 705, 875, 735]
directory-entry: — Wwe. A., Lutterothstr. 66, ✉ 31 — [623, 1173, 838, 1189]
directory-entry: — Wilh., Grünw., Heinskamp 40, ✉ 22 — [355, 1464, 586, 1479]
directory-entry: — Herm., Milchhdlg., Greifswalderstr. 4 — [623, 485, 878, 501]
column-4 — [1159, 198, 1479, 2012]
note-bleed-through: Bleed Through — [41, 1180, 99, 1560]
directory-entry: — Julius, Heizer, Meissnerstr. 2, ✉ 19 — [355, 487, 583, 502]
directory-entry: Boldsen, Rob., Arbtr., Luruperweg 2, ✉ 31 — [1159, 1623, 1460, 1639]
directory-entry: — C. A., Schlosser, Vierländerstr. 158 — [623, 1984, 861, 2000]
directory-entry: — Wwe. Joh., Milchhdlg., Repsoldstr. 50 — [355, 236, 600, 251]
directory-entry: — Wwe. Aug., Eimsbüttelerstr. 52, H. 8 — [623, 1393, 873, 1409]
directory-entry: — Paul, Zoll-Ass., Metzerstr. 12, ✉ 22 — [1159, 770, 1425, 787]
directory-entry: — F., Postbeamt, Brekelbaumspark 20 — [1159, 1995, 1430, 2011]
directory-entry: — Frau A., Bramfelderstr. 64, ✉ 33 — [623, 1132, 845, 1147]
directory-entry: — Wwe. J., Finkenau 24, ✉ 22 — [355, 1358, 537, 1373]
directory-entry: — Friedr., Wagenf., Possmoorweg 1, r. — [891, 815, 1133, 831]
ad-line: Treppenläufern, Möbel- und — [383, 1667, 585, 1683]
directory-entry: — Johs., Schriftstell., Wrangelstr. 36, ✉ 30 — [891, 1874, 1140, 1904]
directory-entry: — Wwe. C., Kielortallee 23, Nr. 6, ✉ 13 — [623, 1503, 871, 1519]
directory-entry: — Friedr., Handl.-Geh., Rendsburgerstr. 1 — [891, 788, 1145, 817]
directory-entry: — E., Handl.-Geh., Schumannstr. 63 — [623, 2039, 852, 2055]
directory-entry: — F., Arbtr., Herbertstr. 7, H. 2, ✉ 4 — [891, 650, 1119, 666]
directory-entry: — Wwe. Herm., ☎ No 5918, Zimmerstr. 8 — [623, 925, 878, 955]
directory-entry: — Hans, Schneider, ☎ D 2 Dammtor 2652 Eimsbüttelerstr. 48, ✉ 4 — [891, 1214, 1125, 1244]
directory-entry: — Wwe. Th., Grabenstr. 9, H. 6, ✉ 6 — [623, 554, 851, 570]
directory-entry: — B., Maschinist, Wimmelsweg 2, ✉ 39 — [623, 1407, 873, 1422]
directory-entry: — Wwe. John., Hammerlandstr. 198, ✉ 26 — [623, 499, 869, 529]
directory-entry: — Joh., Schriftsetzer, Eduardstr. 29 ✉ 19 — [355, 223, 604, 238]
directory-entry: — E., Postschaffn., Gluckstr. 54, ✉ 22 — [623, 2053, 860, 2069]
directory-entry: — Emil, Bootsm., Billh. Röhrendamm 66 — [891, 252, 1147, 267]
directory-entry: — H., Bur. Angest., Quickbornstr. 5 — [891, 925, 1115, 941]
directory-entry: — Henry, Grünw., Methfesselstr. 102, ✉ 31 — [355, 606, 597, 634]
directory-entry: — Carl, Kolonialw., ☎ M 5993, Sonnenau 22, ✉ 23 — [623, 1833, 820, 1862]
directory-entry: — Joh., Arbtr., Borstelmannsweg 32, ✉ 26 — [891, 1750, 1137, 1780]
directory-entry: — Fritz M., Lohkoppelweg 24, ✉ 22 — [355, 500, 573, 515]
directory-entry: — M., Rehhoffstr. 6, ✉ 11. — [623, 692, 788, 707]
directory-entry: — P., Tischler, Ramborgersweg 6, ✉ 22 — [1159, 724, 1436, 740]
